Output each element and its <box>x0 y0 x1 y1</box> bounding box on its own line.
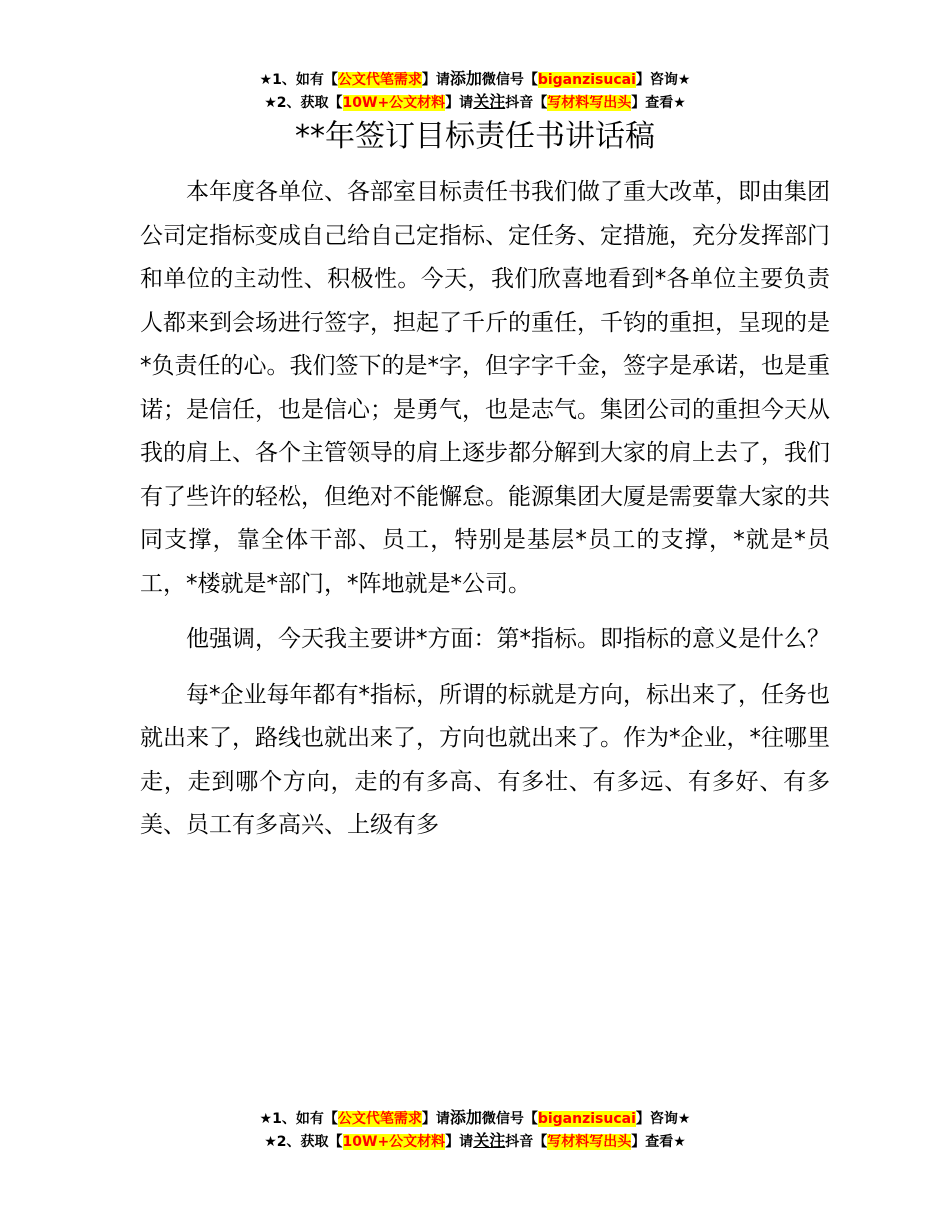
banner-emphasis: 添加 <box>449 69 482 88</box>
highlight-douyin: 写材料写出头 <box>547 1134 632 1150</box>
banner-line-2 <box>0 1130 950 1153</box>
banner-text: 】请 <box>421 72 450 88</box>
highlight-douyin: 写材料写出头 <box>547 95 632 111</box>
banner-text: 】咨询★ <box>635 1111 691 1127</box>
paragraph: 他强调，今天我主要讲*方面：第*指标。即指标的意义是什么？ <box>186 626 830 652</box>
footer-banner <box>0 1107 950 1153</box>
paragraph: 本年度各单位、各部室目标责任书我们做了重大改革，即由集团公司定指标变成自己给自己定指标、定任务、定措施，充分发挥部门和单位的主动性、积极性。今天，我们欣喜地看到*各单位主要负责人都来到会场进行签字，担起了千斤的重任，千钧的重担，呈现的是*负责任的心。我们签下的是*字，但字字千金，签字是承诺，也是重诺；是信任，也是信心；是勇气，也是志气。集团公司的重担今天从我的肩上、各个主管领导的肩上逐步都分解到大家的肩上去了，我们有了些许的轻松，但绝对不能懈怠。能源集团大厦是需要靠大家的共同支撑，靠全体干部、员工，特别是基层*员工的支撑，*就是*员工，*楼就是*部门，*阵地就是*公司。 <box>140 179 830 597</box>
banner-text: ★1、如有【 <box>259 72 338 88</box>
paragraph: 每*企业每年都有*指标，所谓的标就是方向，标出来了，任务也就出来了，路线也就出来了，方向也就出来了。作为*企业，*往哪里走，走到哪个方向，走的有多高、有多壮、有多远、有多好、有多美、员工有多高兴、上级有多 <box>140 681 830 838</box>
banner-text: 抖音【 <box>505 95 548 111</box>
banner-line-2 <box>0 91 950 114</box>
document-title: **年签订目标责任书讲话稿 <box>295 119 655 154</box>
banner-text: 】请 <box>445 95 474 111</box>
banner-text: 微信号【 <box>481 72 538 88</box>
banner-line-1 <box>0 68 950 91</box>
banner-text: ★2、获取【 <box>264 1134 343 1150</box>
banner-text: ★2、获取【 <box>264 95 343 111</box>
header-banner <box>0 68 950 114</box>
banner-emphasis: 添加 <box>449 1108 482 1127</box>
banner-text: 】查看★ <box>631 1134 686 1150</box>
banner-emphasis: 关注 <box>473 1131 506 1150</box>
banner-text: 】咨询★ <box>635 72 691 88</box>
banner-text: ★1、如有【 <box>259 1111 338 1127</box>
banner-text: 】请 <box>445 1134 474 1150</box>
highlight-service: 公文代笔需求 <box>337 72 422 88</box>
highlight-materials: 10W+公文材料 <box>342 95 446 111</box>
banner-line-1 <box>0 1107 950 1130</box>
banner-text: 微信号【 <box>481 1111 538 1127</box>
document-body <box>140 171 830 860</box>
highlight-materials: 10W+公文材料 <box>342 1134 446 1150</box>
banner-emphasis: 关注 <box>473 92 506 111</box>
banner-text: 抖音【 <box>505 1134 548 1150</box>
highlight-service: 公文代笔需求 <box>337 1111 422 1127</box>
highlight-wechat-id: biganzisucai <box>537 1111 636 1127</box>
banner-text: 】请 <box>421 1111 450 1127</box>
highlight-wechat-id: biganzisucai <box>537 72 636 88</box>
banner-text: 】查看★ <box>631 95 686 111</box>
